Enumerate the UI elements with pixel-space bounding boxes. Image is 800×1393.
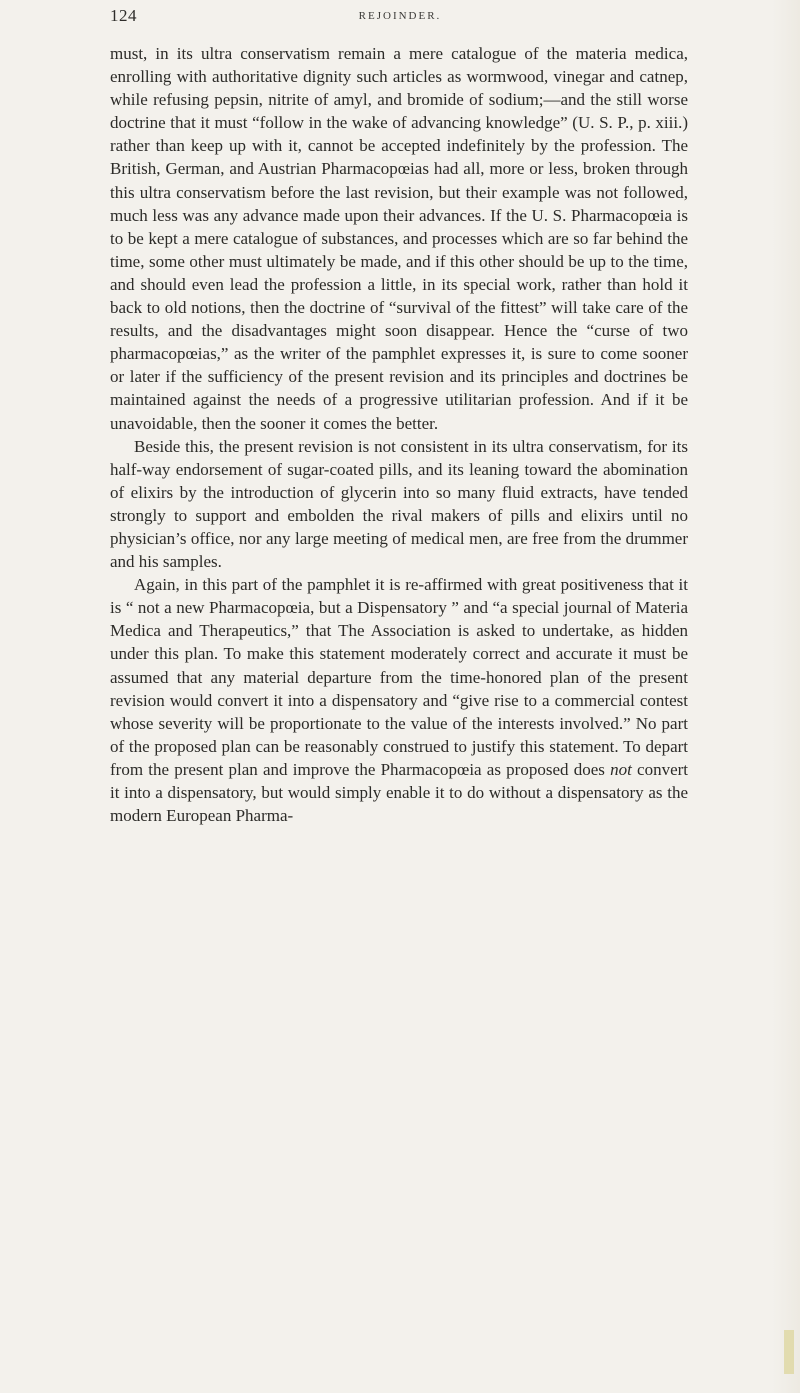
paragraph-again [110,573,688,827]
paragraph-beside-this: Beside this, the present revision is not consistent in its ultra conservatism, for its half-way endorsement of sugar-coated pills, and its leaning toward the abomination of elixirs by the introduction of glycerin into so many fluid extracts, have tended strongly to support and embolden the rival makers of pills and elixirs until no physician’s office, nor any large meeting of medical men, are free from the drummer and his samples. [110,436,688,572]
paragraph-continuation: must, in its ultra conservatism remain a mere catalogue of the materia medica, enrolling with authoritative dignity such articles as wormwood, vinegar and catnep, while refusing pepsin, nitrite of amyl, and bromide of sodium;—and the still worse doctrine that it must “follow in the wake of advancing knowledge” (U. S. P., p. xiii.) rather than keep up with it, cannot be accepted indefinitely by the profession. The British, German, and Austrian Pharmacopœias had all, more or less, broken through this ultra conservatism before the last revision, but their example was not followed, much less was any advance made upon their advances. If the U. S. Pharmacopœia is to be kept a mere catalogue of substances, and processes which are so far behind the time, some other must ultimately be made, and if this other should be up to the time, and should even lead the profession a little, in its special work, rather than hold it back to old notions, then the doctrine of “survival of the fittest” will take care of the results, and the disadvantages might soon disappear. Hence the “curse of two pharmacopœias,” as the writer of the pamphlet expresses it, is sure to come sooner or later if the sufficiency of the present revision and its principles and doctrines be maintained against the needs of a progressive utilitarian profession. And if it be unavoidable, then the sooner it comes the better. [110,44,688,433]
page-number: 124 [110,6,137,25]
scan-edge-mark [784,1330,794,1374]
emphasis-not: not [610,759,632,779]
scan-edge-shadow [772,0,800,1393]
paragraph-again-text: Again, in this part of the pamphlet it is re-affirmed with great positiveness that it is “ not a new Pharmacopœia, but a Dispensatory ” and “a special journal of Materia Medica and Therapeutics,” that The Association is asked to undertake, as hidden under this plan. To make this statement moderately correct and accurate it must be assumed that any material departure from the time-honored plan of the present revision would convert it into a dispensatory and “give rise to a commercial contest whose severity will be proportionate to the value of the interests involved.” No part of the proposed plan can be reasonably construed to justify this statement. To depart from the present plan and improve the Pharmacopœia as proposed does [110,575,688,779]
running-head: REJOINDER. [358,10,442,22]
paragraph-again-tail: convert it into a dispensatory, but would simply enable it to do without a dispensatory as the modern European Pharma- [110,759,688,826]
body-text [110,42,688,827]
